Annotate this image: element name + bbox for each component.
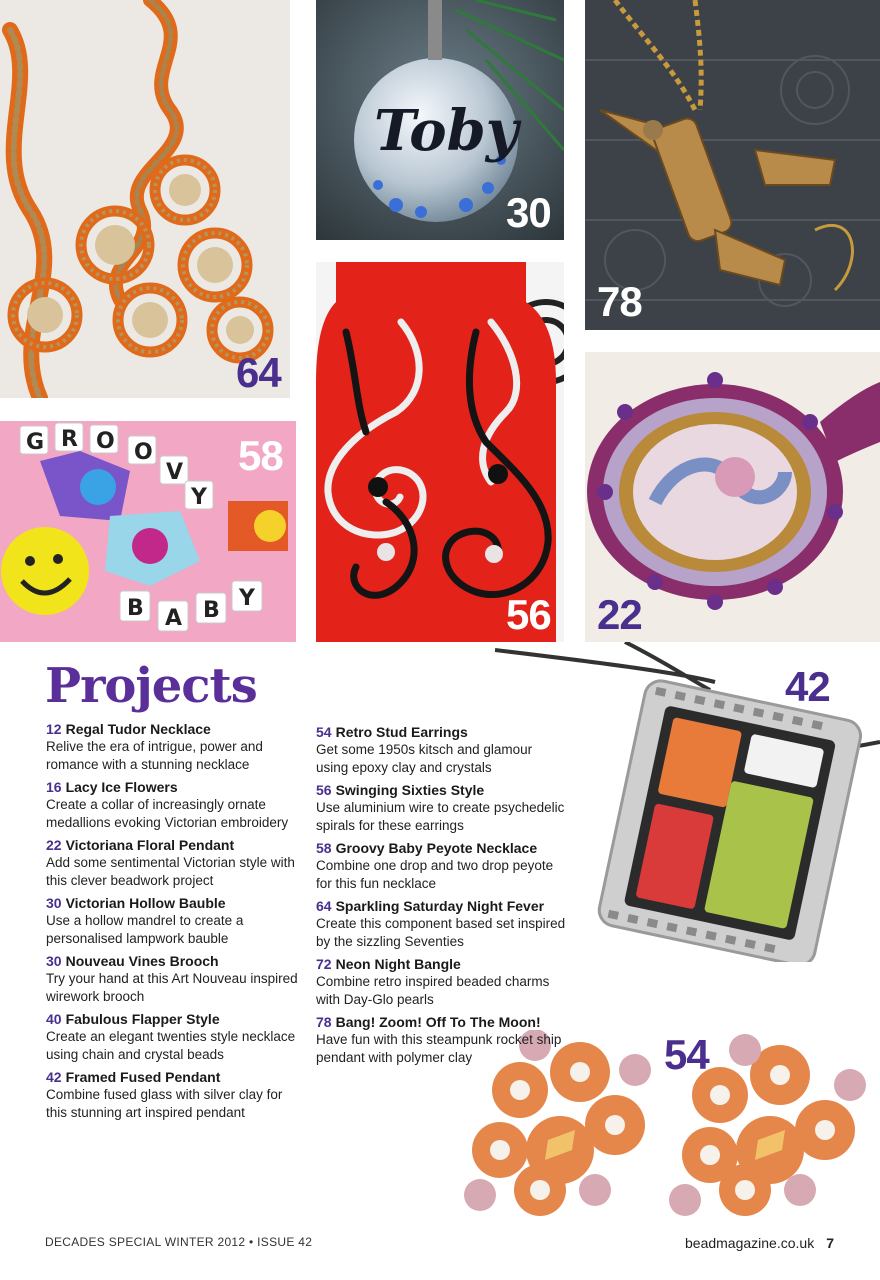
photo-spiral-earrings-56	[316, 262, 564, 642]
svg-text:R: R	[61, 427, 78, 452]
project-title: Groovy Baby Peyote Necklace	[335, 840, 538, 856]
project-page-number: 30	[46, 953, 62, 969]
project-page-number: 64	[316, 898, 332, 914]
project-description: Create an elegant twenties style necklace using chain and crystal beads	[46, 1029, 296, 1062]
projects-list-left	[46, 721, 301, 1127]
project-page-number: 30	[46, 895, 62, 911]
project-title: Nouveau Vines Brooch	[65, 953, 219, 969]
svg-text:Y: Y	[191, 485, 207, 510]
project-entry[interactable]	[316, 1014, 566, 1067]
project-title: Victoriana Floral Pendant	[65, 837, 235, 853]
project-page-number: 40	[46, 1011, 62, 1027]
svg-text:O: O	[134, 440, 153, 465]
page-number-64: 64	[236, 349, 281, 396]
photo-peyote-necklace-58	[0, 421, 296, 642]
project-entry[interactable]	[46, 1011, 301, 1064]
page-number-30: 30	[506, 189, 551, 236]
svg-text:O: O	[96, 429, 115, 454]
page-number-22: 22	[597, 591, 642, 638]
project-description: Add some sentimental Victorian style with this clever beadwork project	[46, 855, 295, 888]
project-title: Lacy Ice Flowers	[65, 779, 178, 795]
project-title: Neon Night Bangle	[335, 956, 461, 972]
project-page-number: 54	[316, 724, 332, 740]
project-title: Retro Stud Earrings	[335, 724, 468, 740]
project-description: Combine retro inspired beaded charms with Day-Glo pearls	[316, 974, 550, 1007]
project-description: Create this component based set inspired by the sizzling Seventies	[316, 916, 566, 949]
project-description: Create a collar of increasingly ornate medallions evoking Victorian embroidery	[46, 797, 289, 830]
footer-site-and-page	[685, 1235, 834, 1251]
project-entry[interactable]	[316, 724, 566, 777]
footer-issue-info: DECADES SPECIAL WINTER 2012 • ISSUE 42	[45, 1235, 313, 1249]
footer-website-link[interactable]: beadmagazine.co.uk	[685, 1235, 815, 1251]
project-entry[interactable]	[46, 721, 301, 774]
photo-bauble-30	[316, 0, 564, 240]
project-page-number: 42	[46, 1069, 62, 1085]
project-description: Combine fused glass with silver clay for this stunning art inspired pendant	[46, 1087, 283, 1120]
project-title: Bang! Zoom! Off To The Moon!	[335, 1014, 541, 1030]
project-description: Use aluminium wire to create psychedelic spirals for these earrings	[316, 800, 565, 833]
project-page-number: 56	[316, 782, 332, 798]
project-entry[interactable]	[316, 956, 566, 1009]
project-title: Sparkling Saturday Night Fever	[335, 898, 545, 914]
svg-text:Y: Y	[239, 586, 255, 611]
project-description: Try your hand at this Art Nouveau inspired wirework brooch	[46, 971, 298, 1004]
project-description: Get some 1950s kitsch and glamour using epoxy clay and crystals	[316, 742, 533, 775]
page-number-54: 54	[664, 1031, 709, 1078]
project-description: Combine one drop and two drop peyote for this fun necklace	[316, 858, 554, 891]
project-title: Regal Tudor Necklace	[65, 721, 211, 737]
project-description: Relive the era of intrigue, power and romance with a stunning necklace	[46, 739, 263, 772]
bauble-name-text: Toby	[374, 98, 519, 164]
projects-list-right	[316, 724, 566, 1072]
photo-floral-pendant-22	[585, 352, 880, 642]
project-entry[interactable]	[316, 840, 566, 893]
project-page-number: 16	[46, 779, 62, 795]
project-page-number: 78	[316, 1014, 332, 1030]
project-entry[interactable]	[46, 837, 301, 890]
project-title: Framed Fused Pendant	[65, 1069, 221, 1085]
project-title: Victorian Hollow Bauble	[65, 895, 226, 911]
project-description: Use a hollow mandrel to create a personalised lampwork bauble	[46, 913, 244, 946]
svg-text:V: V	[166, 460, 184, 485]
project-entry[interactable]	[46, 1069, 301, 1122]
section-heading-projects: Projects	[45, 658, 257, 714]
project-title: Fabulous Flapper Style	[65, 1011, 220, 1027]
project-page-number: 22	[46, 837, 62, 853]
svg-text:B: B	[203, 598, 220, 623]
footer-page-number: 7	[826, 1235, 834, 1251]
project-title: Swinging Sixties Style	[335, 782, 485, 798]
svg-text:G: G	[26, 430, 45, 455]
photo-necklace-64	[0, 0, 290, 398]
photo-rocket-pendant-78	[585, 0, 880, 330]
project-entry[interactable]	[46, 779, 301, 832]
project-description: Have fun with this steampunk rocket ship pendant with polymer clay	[316, 1032, 562, 1065]
svg-text:B: B	[127, 596, 144, 621]
page-number-58: 58	[238, 432, 283, 479]
project-entry[interactable]	[316, 898, 566, 951]
page-number-56: 56	[506, 591, 551, 638]
page-number-78: 78	[597, 278, 642, 325]
project-page-number: 12	[46, 721, 62, 737]
project-entry[interactable]	[46, 953, 301, 1006]
project-page-number: 58	[316, 840, 332, 856]
project-page-number: 72	[316, 956, 332, 972]
page-number-42: 42	[785, 663, 830, 710]
svg-text:A: A	[165, 606, 183, 631]
project-entry[interactable]	[46, 895, 301, 948]
project-entry[interactable]	[316, 782, 566, 835]
